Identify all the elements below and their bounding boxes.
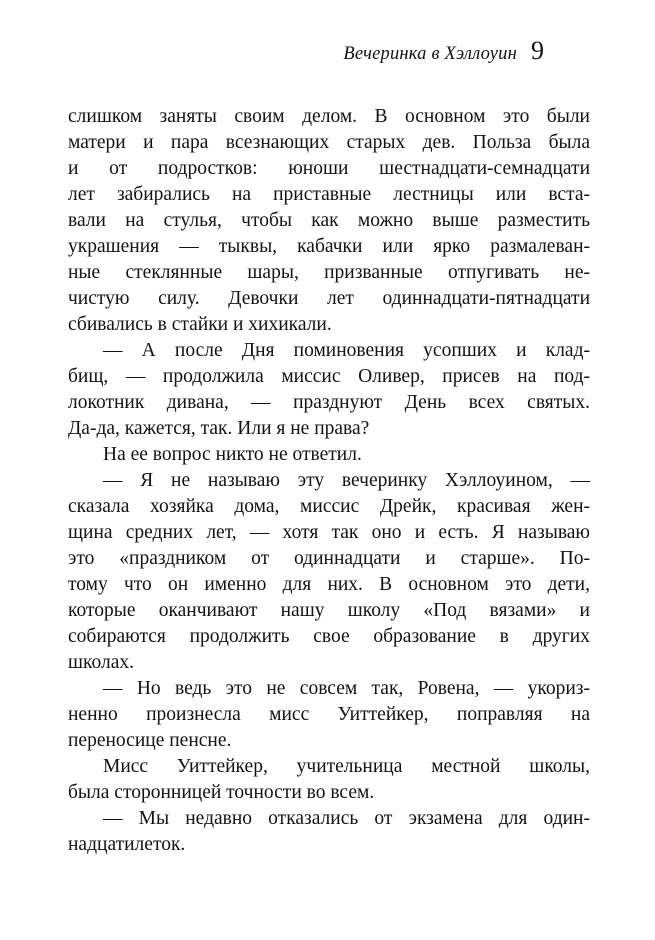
text-line: это «праздником от одиннадцати и старше». По-	[68, 548, 590, 569]
text-line: тому что он именно для них. В основном это дети,	[68, 574, 590, 595]
text-line: собираются продолжить свое образование в других	[68, 626, 590, 647]
text-line: — Но ведь это не совсем так, Ровена, — укориз-	[103, 678, 590, 699]
text-line: — А после Дня поминовения усопших и клад-	[103, 340, 590, 361]
text-line: бищ, — продолжила миссис Оливер, присев на под-	[68, 366, 590, 387]
text-line: Мисс Уиттейкер, учительница местной школы,	[103, 756, 590, 777]
text-line: щина средних лет, — хотя так оно и есть. Я называю	[68, 522, 590, 543]
text-line: — Мы недавно отказались от экзамена для один-	[103, 808, 590, 829]
text-line: и от подростков: юноши шестнадцати-семнадцати	[68, 158, 590, 179]
text-line: которые оканчивают нашу школу «Под вязами» и	[68, 600, 590, 621]
running-title: Вечеринка в Хэллоуин	[343, 44, 517, 64]
text-line: Да-да, кажется, так. Или я не права?	[68, 418, 370, 439]
text-line: слишком заняты своим делом. В основном это были	[68, 106, 590, 127]
text-line: переносице пенсне.	[68, 730, 232, 751]
page-header	[68, 36, 590, 66]
text-line: матери и пара всезнающих старых дев. Польза была	[68, 132, 590, 153]
page-body	[68, 104, 590, 858]
text-line: локотник дивана, — празднуют День всех святых.	[68, 392, 590, 413]
text-line: сказала хозяйка дома, миссис Дрейк, красивая жен-	[68, 496, 590, 517]
text-line: ные стеклянные шары, призванные отпугивать не-	[68, 262, 590, 283]
page-number: 9	[531, 36, 544, 65]
text-line: сбивались в стайки и хихикали.	[68, 314, 332, 335]
text-line: — Я не называю эту вечеринку Хэллоуином, —	[103, 470, 590, 491]
text-line: школах.	[68, 652, 135, 673]
text-line: надцатилеток.	[68, 834, 186, 855]
text-line: украшения — тыквы, кабачки или ярко размалеван-	[68, 236, 590, 257]
text-line: На ее вопрос никто не ответил.	[103, 444, 362, 465]
text-line: лет забирались на приставные лестницы или вста-	[68, 184, 590, 205]
text-line: ненно произнесла мисс Уиттейкер, поправляя на	[68, 704, 590, 725]
text-line: вали на стулья, чтобы как можно выше разместить	[68, 210, 590, 231]
text-line: была сторонницей точности во всем.	[68, 782, 375, 803]
text-line: чистую силу. Девочки лет одиннадцати-пятнадцати	[68, 288, 590, 309]
